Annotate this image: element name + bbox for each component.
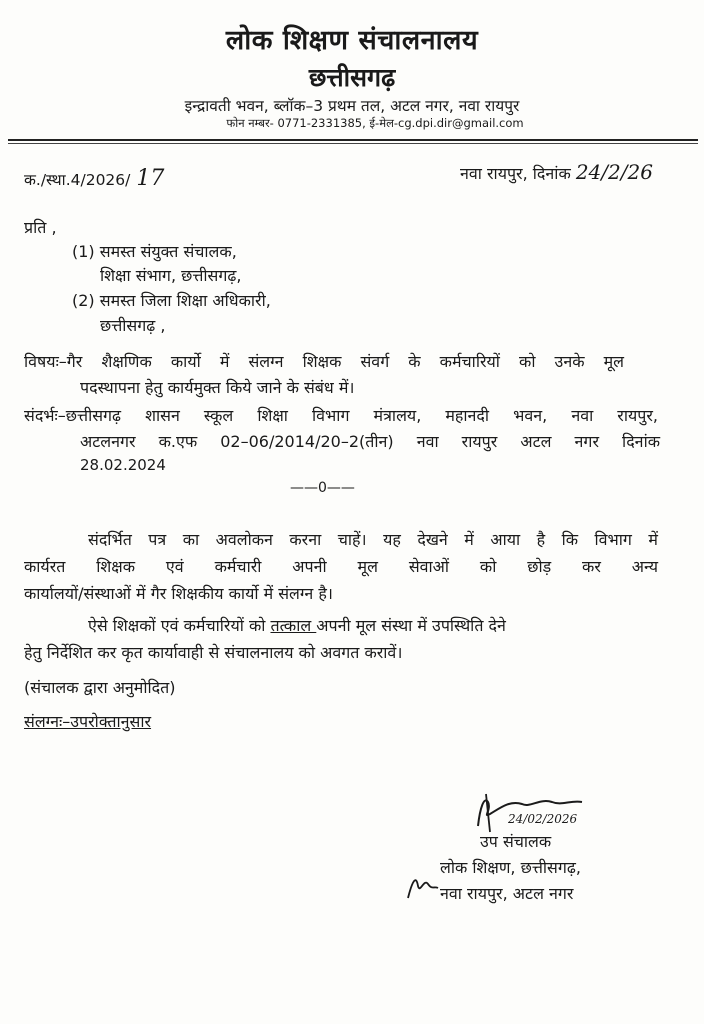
header-rule (8, 139, 698, 141)
emphasis-immediately: तत्काल (270, 616, 317, 635)
recipient-1-line-2: शिक्षा संभाग, छत्तीसगढ़, (100, 266, 242, 285)
recipient-2-line-2: छत्तीसगढ़ , (100, 316, 166, 335)
letter-reference (24, 166, 164, 191)
signatory-place: नवा रायपुर, अटल नगर (440, 884, 574, 903)
to-label: प्रति , (24, 218, 57, 237)
recipient-1-line-1: (1) समस्त संयुक्त संचालक, (72, 242, 237, 261)
header-rule-thin (8, 143, 698, 144)
body-p2-line-2: हेतु निर्देशित कर कृत कार्यावाही से संचालनालय को अवगत करावें। (24, 643, 403, 662)
handwritten-number: 17 (136, 166, 165, 191)
initial-scrawl (404, 868, 440, 904)
body-p2-line-1: ऐसे शिक्षकों एवं कर्मचारियों को तत्काल अपनी मूल संस्था में उपस्थिति देने (88, 616, 506, 635)
reference-line-3: 28.02.2024 (80, 456, 166, 474)
reference-line-2: अटलनगर क.एफ 02–06/2014/20–2(तीन) नवा रायपुर अटल नगर दिनांक (80, 432, 660, 451)
handwritten-date: 24/2/26 (575, 160, 653, 184)
approval-note: (संचालक द्वारा अनुमोदित) (24, 678, 176, 697)
recipient-2-line-1: (2) समस्त जिला शिक्षा अधिकारी, (72, 291, 271, 310)
office-address: इन्द्रावती भवन, ब्लॉक–3 प्रथम तल, अटल नगर, नवा रायपुर (184, 97, 520, 115)
body-p1-line-1: संदर्भित पत्र का अवलोकन करना चाहें। यह देखने में आया है कि विभाग में (88, 530, 658, 549)
state-name: छत्तीसगढ़ (308, 63, 396, 92)
org-name: लोक शिक्षण संचालनालय (225, 25, 479, 56)
enclosure-note: संलग्नः–उपरोक्तानुसार (24, 712, 152, 731)
signatory-designation: उप संचालक (480, 832, 552, 851)
signature-date: 24/02/2026 (508, 812, 578, 826)
reference-number: क./स्था.4/2026/ (24, 171, 131, 189)
letter-date (460, 160, 653, 184)
body-p1-line-2: कार्यरत शिक्षक एवं कर्मचारी अपनी मूल सेवाओं को छोड़ कर अन्य (24, 557, 658, 576)
subject-line-1: विषयः–गैर शैक्षणिक कार्यो में संलग्न शिक्षक संवर्ग के कर्मचारियों को उनके मूल (24, 352, 624, 371)
contact-info: फोन नम्बर- 0771-2331385, ई-मेल-cg.dpi.dir@gmail.com (226, 116, 524, 130)
body-p1-line-3: कार्यालयों/संस्थाओं में गैर शिक्षकीय कार्यो में संलग्न है। (24, 584, 333, 603)
date-label: नवा रायपुर, दिनांक (460, 164, 571, 183)
section-divider: ——0—— (290, 480, 355, 496)
signatory-office: लोक शिक्षण, छत्तीसगढ़, (440, 858, 581, 877)
subject-line-2: पदस्थापना हेतु कार्यमुक्त किये जाने के संबंध में। (80, 378, 355, 397)
reference-line-1: संदर्भः–छत्तीसगढ़ शासन स्कूल शिक्षा विभाग मंत्रालय, महानदी भवन, नवा रायपुर, (24, 406, 658, 425)
